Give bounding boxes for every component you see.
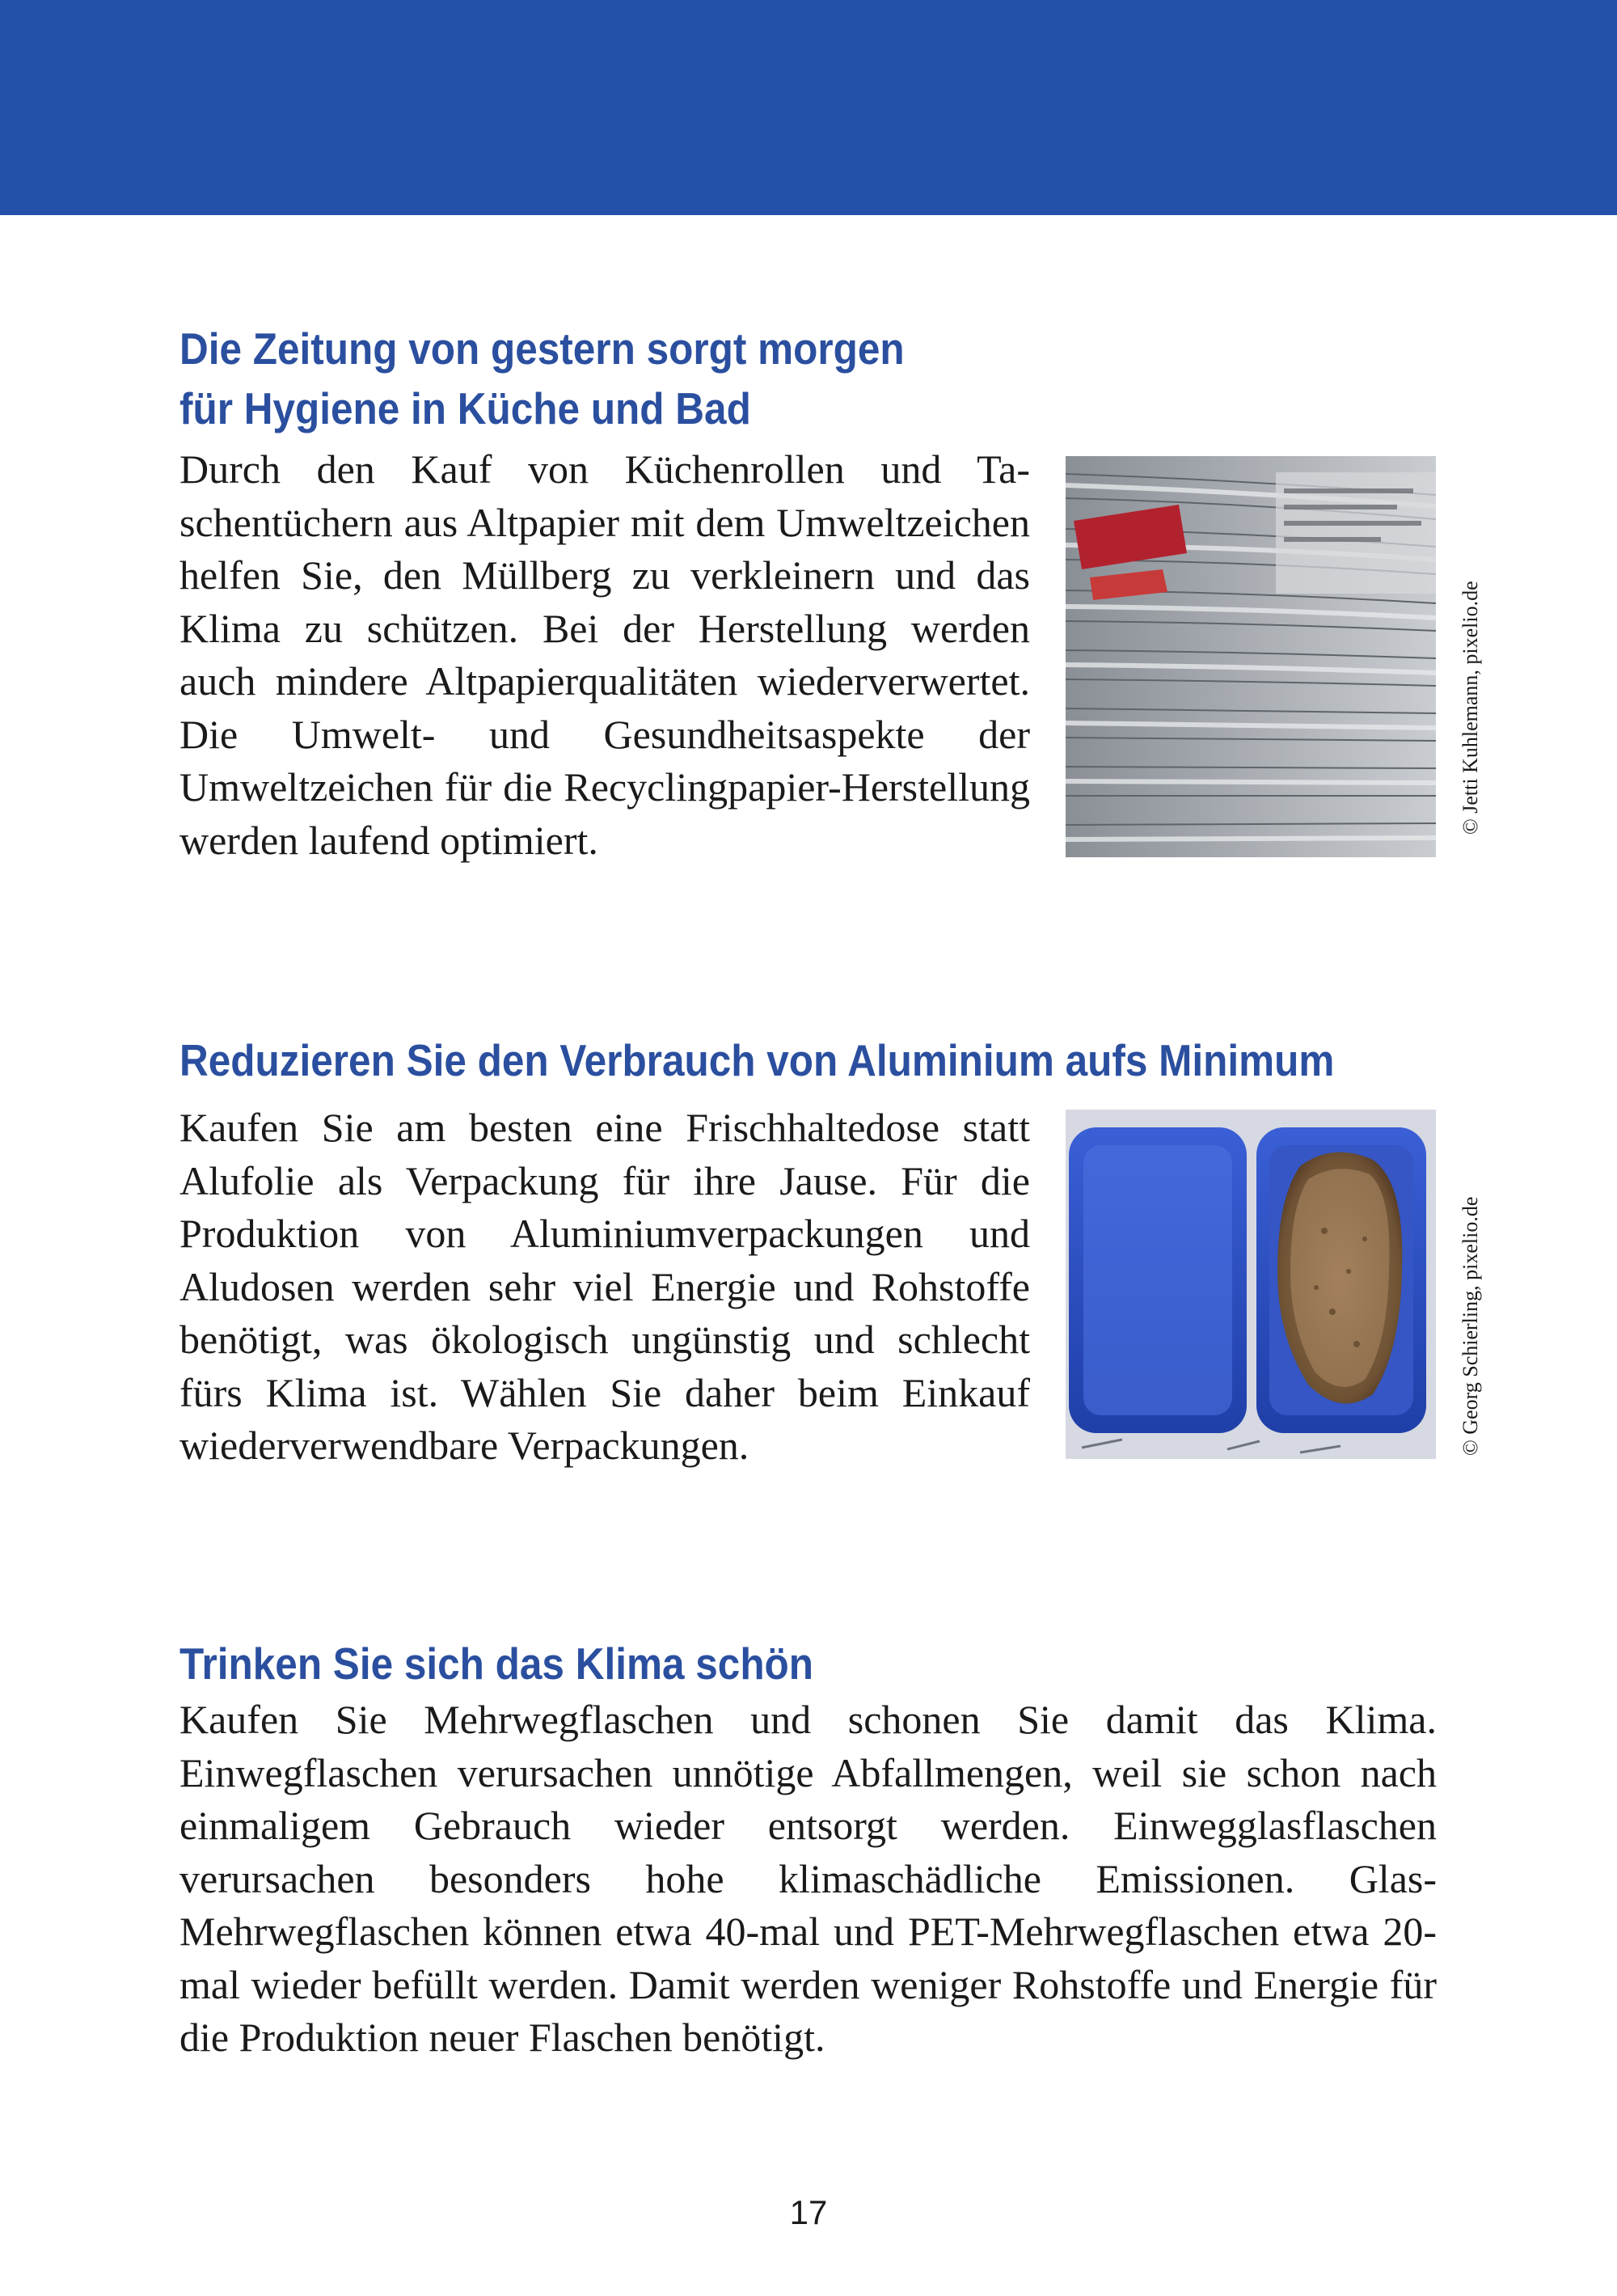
newspaper-stack-illustration <box>1066 456 1436 857</box>
section-heading-newspaper <box>179 319 905 438</box>
header-band <box>0 0 1617 215</box>
lunchbox-photo <box>1066 1110 1436 1459</box>
lunchbox-illustration <box>1066 1110 1436 1459</box>
newspaper-stack-photo <box>1066 456 1436 857</box>
heading-line: Reduzieren Sie den Verbrauch von Aluminium aufs Minimum <box>179 1035 1335 1085</box>
heading-line: Die Zeitung von gestern sorgt morgen <box>179 323 905 374</box>
section-heading-aluminium <box>179 1030 1334 1090</box>
section-body-aluminium: Kaufen Sie am besten eine Frischhaltedose statt Alufolie als Verpackung für ihre Jause. Für die Produktion von Aluminiumverpackungen und Aludosen werden sehr viel Energie und Rohstoffe benötigt, was ökologisch ungünstig und schlecht fürs Klima ist. Wählen Sie daher beim Einkauf wiederverwendbare Verpackungen. <box>179 1105 1030 1468</box>
section-body-bottles: Kaufen Sie Mehrwegflaschen und schonen Sie damit das Klima. Einwegflaschen verursachen unnötige Abfallmengen, weil sie schon nach einmaligem Gebrauch wieder entsorgt werden. Einwegglasflaschen verursachen besonders hohe klimaschädliche Emissionen. Glas-Mehrwegflaschen können etwa 40-mal und PET-Mehrwegflaschen etwa 20-mal wieder befüllt werden. Damit werden weniger Rohstoffe und Energie für die Produktion neuer Flaschen benötigt. <box>179 1697 1437 2060</box>
heading-line: Trinken Sie sich das Klima schön <box>179 1638 814 1689</box>
section-heading-bottles <box>179 1634 813 1693</box>
photo-credit-lunchbox: © Georg Schierling, pixelio.de <box>1459 1196 1482 1456</box>
page-number: 17 <box>789 2193 828 2231</box>
heading-line: für Hygiene in Küche und Bad <box>179 383 751 433</box>
photo-credit-newspaper: © Jetti Kuhlemann, pixelio.de <box>1459 581 1482 835</box>
section-body-newspaper: Durch den Kauf von Küchenrollen und Taschentüchern aus Altpapier mit dem Umweltzeichen helfen Sie, den Müllberg zu verkleinern und das Klima zu schützen. Bei der Herstellung werden auch mindere Altpapierqualitäten wiederverwertet. Die Umwelt- und Gesundheitsaspekte der Umweltzeichen für die Recyclingpapier-Herstellung werden laufend optimiert. <box>179 446 1030 863</box>
